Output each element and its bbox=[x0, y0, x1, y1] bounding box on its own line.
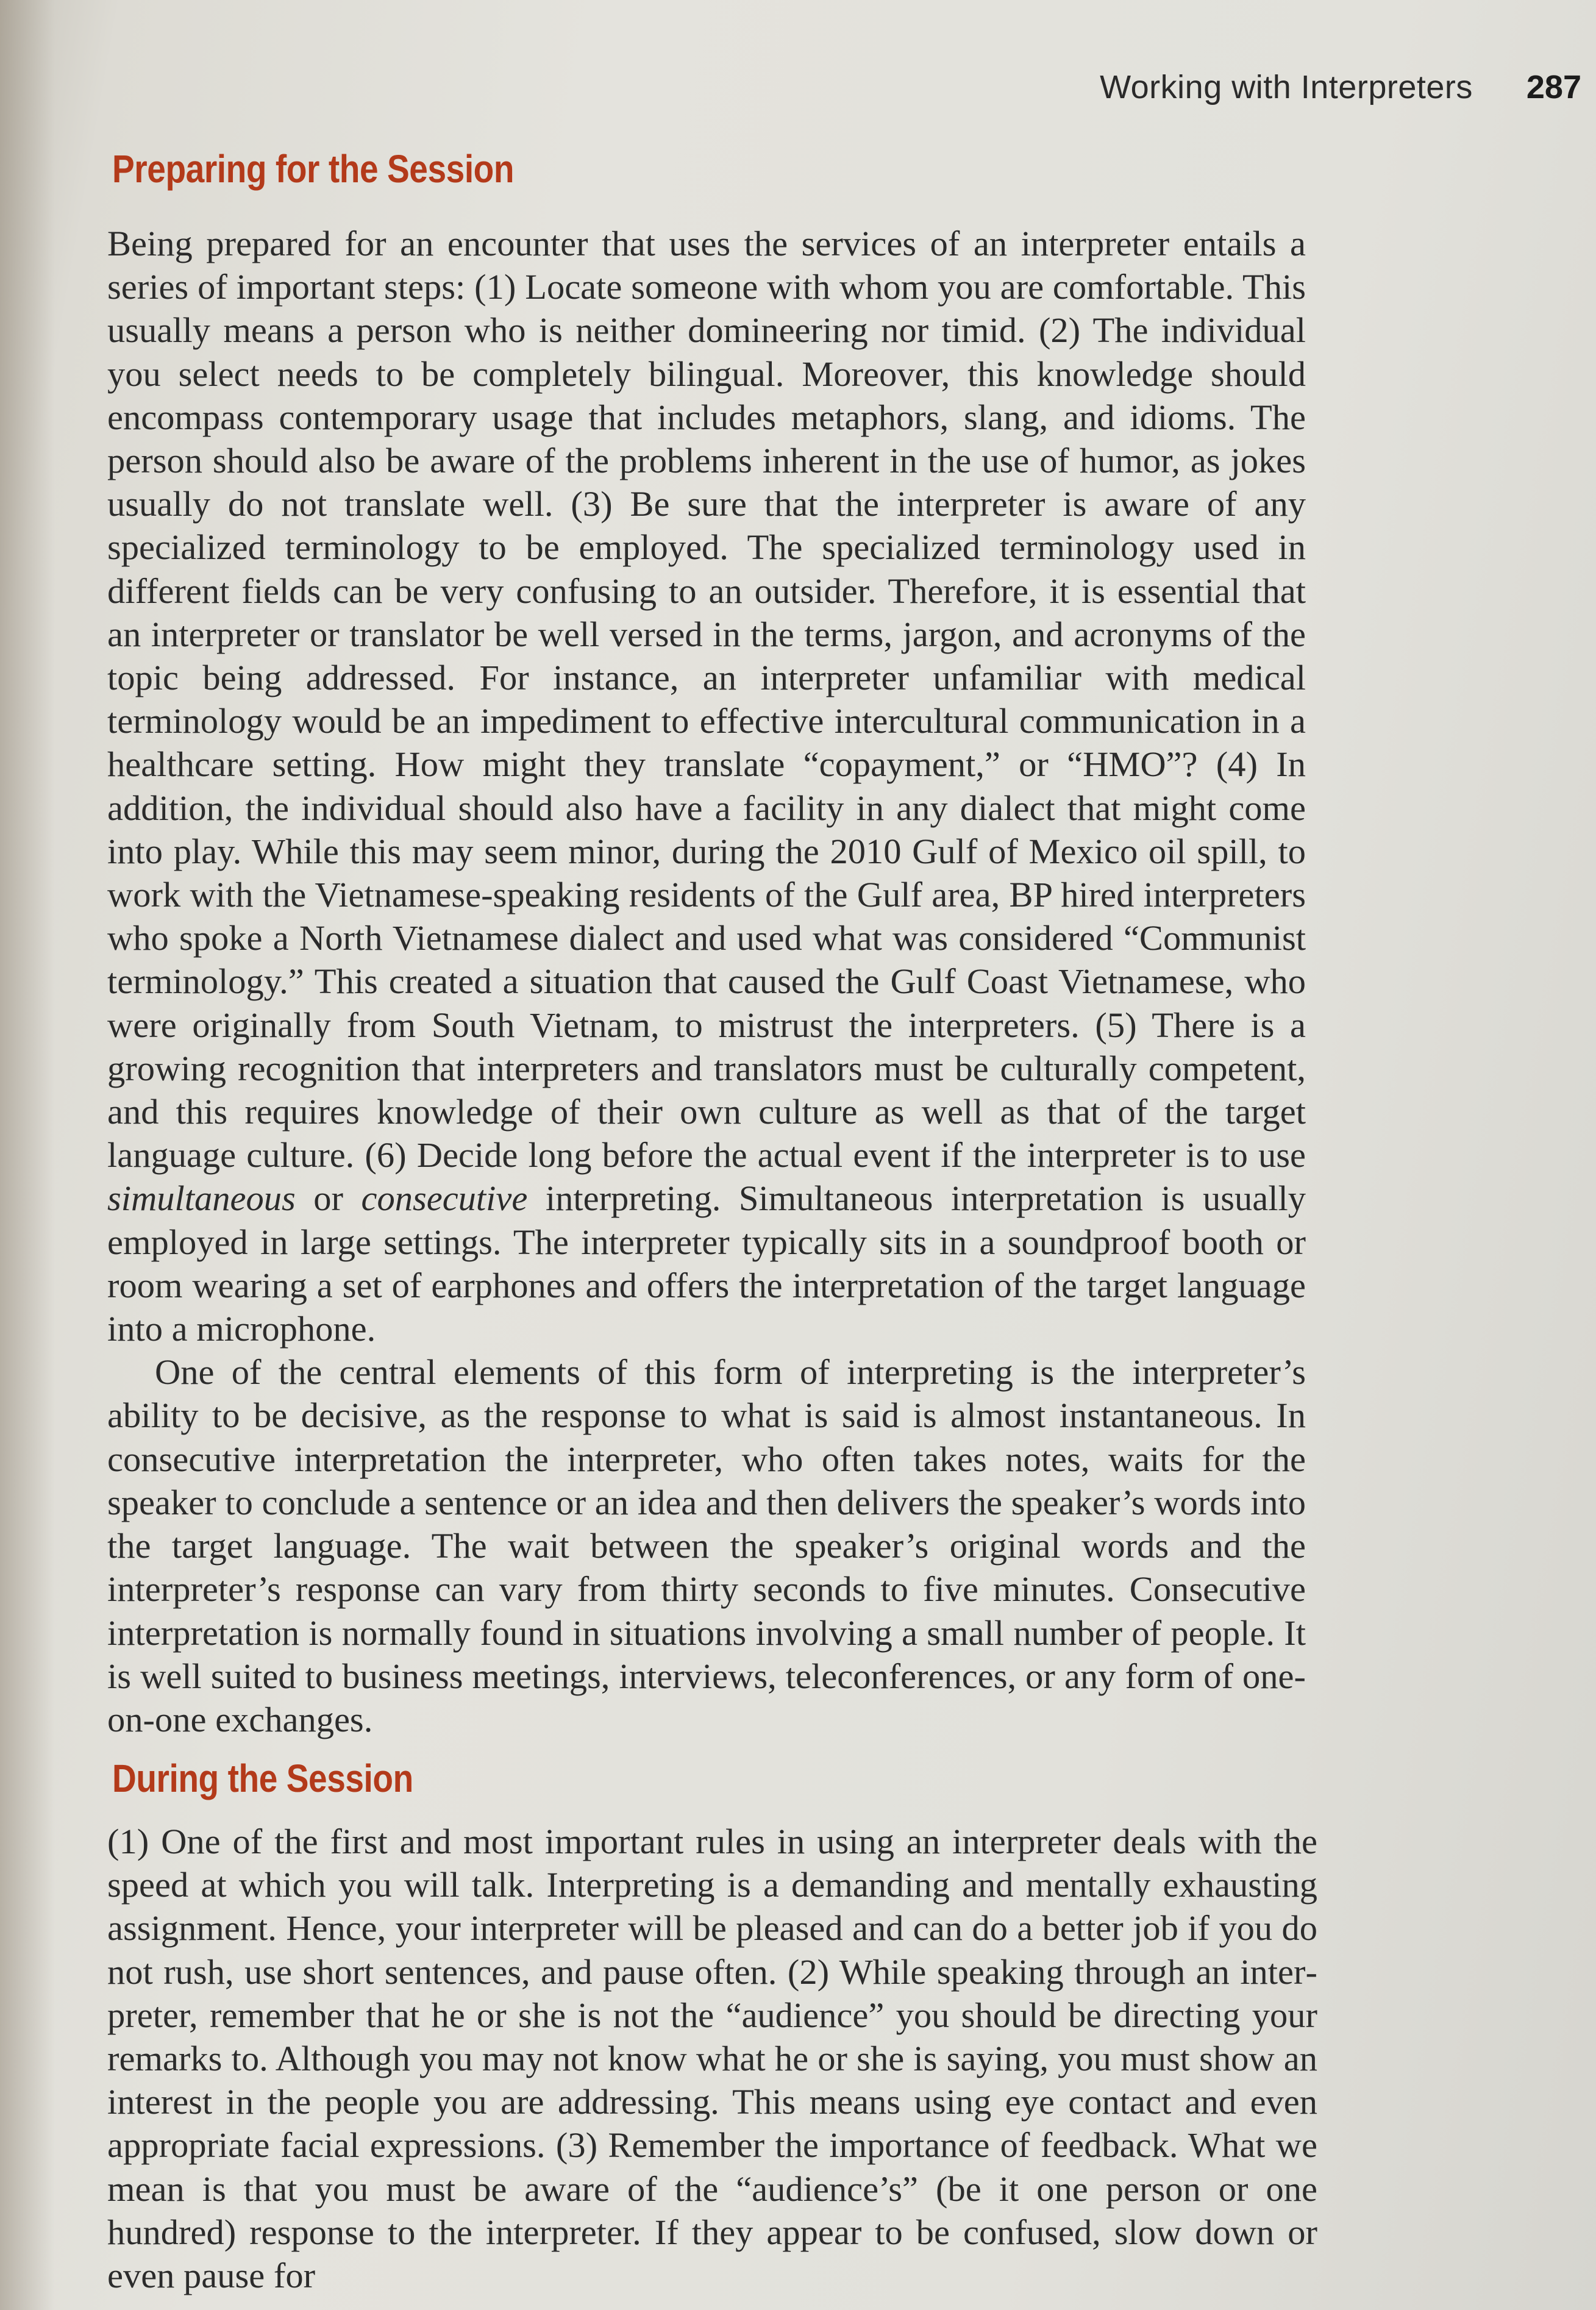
paragraph-text: Being prepared for an encounter that uses the services of an interpreter entails a series of important steps: (1) Locate someone with whom you are comfortable. This usually means a person who is neither domineering nor timid. (2) The individual you select needs to be completely bilingual. Moreover, this knowledge should encompass contemporary usage that includes metaphors, slang, and idioms. The person should also be aware of the problems inherent in the use of humor, as jokes usually do not translate well. (3) Be sure that the interpreter is aware of any specialized terminology to be employed. The specialized terminology used in different fields can be very confusing to an outsider. Therefore, it is essential that an interpreter or translator be well versed in the terms, jargon, and acronyms of the topic being addressed. For instance, an interpreter unfamiliar with medical terminology would be an impediment to effective intercultural communication in a healthcare setting. How might they translate “copayment,” or “HMO”? (4) In addition, the individual should also have a facility in any dialect that might come into play. While this may seem minor, during the 2010 Gulf of Mexico oil spill, to work with the Vietnamese-speaking residents of the Gulf area, BP hired interpreters who spoke a North Vietnamese dialect and used what was considered “Communist terminology.” This created a situation that caused the Gulf Coast Vietnamese, who were originally from South Vietnam, to mistrust the interpreters. (5) There is a growing recognition that interpreters and translators must be culturally competent, and this requires knowledge of their own culture as well as that of the target language culture. (6) Decide long before the actual event if the interpreter is to use bbox=[107, 224, 1306, 1175]
running-title: Working with Interpreters bbox=[1100, 69, 1473, 105]
paragraph-interpreting-modes: One of the central elements of this form of interpreting is the interpreter’s ability to be decisive, as the response to what is said is almost instantaneous. In consecutive interpretation the interpreter, who often takes notes, waits for the speaker to conclude a sentence or an idea and then delivers the speaker’s words into the target language. The wait between the speaker’s original words and the interpreter’s response can vary from thirty seconds to five minutes. Consecutive interpretation is normally found in situations involving a small number of people. It is well suited to business meetings, interviews, teleconferences, or any form of one-on-one exchanges. bbox=[107, 1352, 1306, 1739]
section-heading-preparing: Preparing for the Session bbox=[112, 147, 515, 191]
paragraph-text: interpreting. Simultaneous interpretation is usually employed in large settings. The interpreter typically sits in a soundproof booth or room wearing a set of earphones and offers the interpretation of the target language into a microphone. bbox=[107, 1178, 1306, 1349]
running-head bbox=[1100, 68, 1581, 117]
paragraph-preparing-steps bbox=[107, 222, 1306, 1350]
paragraph-text: or bbox=[295, 1178, 362, 1219]
emphasis-consecutive: consecutive bbox=[361, 1178, 528, 1219]
emphasis-simultaneous: simultaneous bbox=[107, 1178, 296, 1219]
paragraph-during-rules: (1) One of the first and most important rules in using an interpreter deals with the speed at which you will talk. Interpreting is a demanding and mentally exhausting assignment. Hence, your interpreter will be pleased and can do a better job if you do not rush, use short sentences, and pause often. (2) While speaking through an interpreter, remember that he or she is not the “audience” you should be directing your remarks to. Although you may not know what he or she is saying, you must show an interest in the people you are addressing. This means using eye contact and even appropriate facial expressions. (3) Remember the importance of feedback. What we mean is that you must be aware of the “audience’s” (be it one person or one hundred) response to the interpreter. If they appear to be confused, slow down or even pause for bbox=[107, 1822, 1317, 2296]
page-number: 287 bbox=[1526, 69, 1581, 105]
section-heading-during: During the Session bbox=[112, 1756, 413, 1800]
section-body-during bbox=[107, 1820, 1317, 2297]
section-body-preparing bbox=[107, 222, 1306, 1741]
